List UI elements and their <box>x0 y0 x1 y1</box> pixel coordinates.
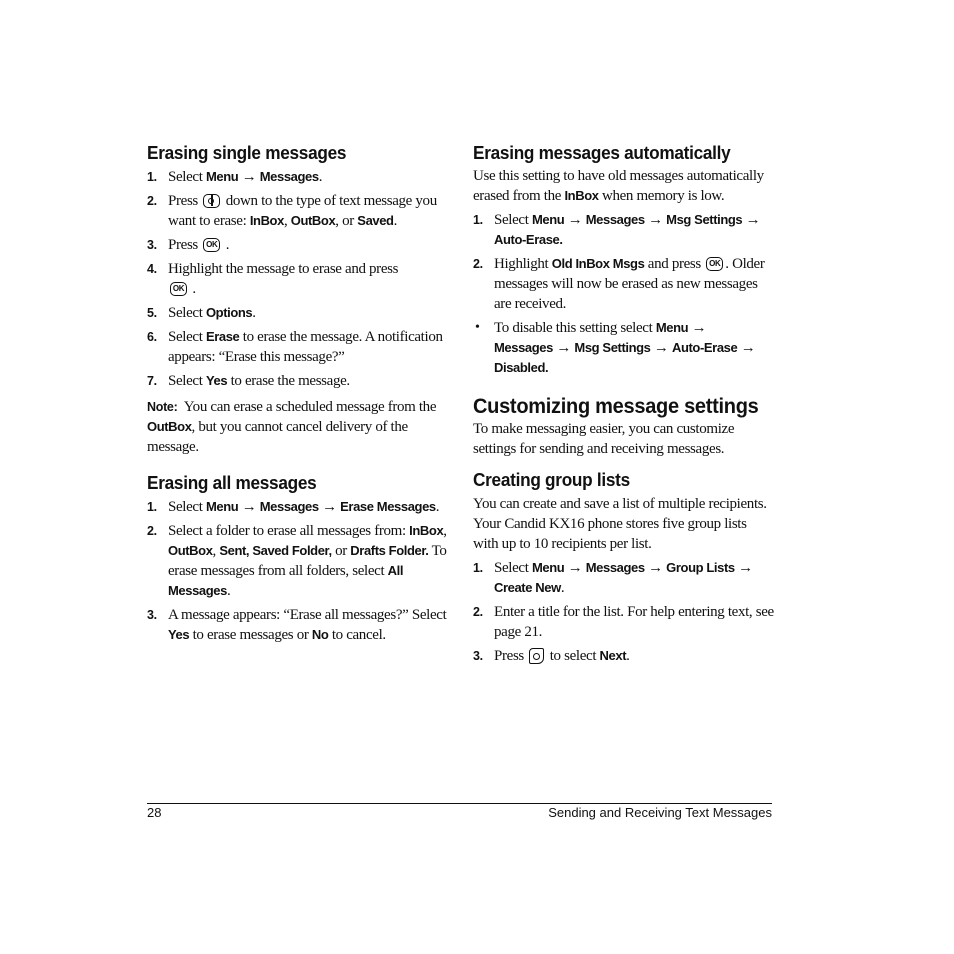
list-item: • To disable this setting select Menu → Messages → Msg Settings → Auto-Erase → Disabled. <box>475 320 756 375</box>
list-item: 2. Highlight Old InBox Msgs and press OK . Older messages will now be erased as new messages are received. <box>473 256 765 312</box>
erasing-auto-bullets <box>473 318 775 378</box>
heading-customizing: Customizing message settings <box>473 394 759 418</box>
ok-key-icon: OK <box>203 238 220 252</box>
list-item: 3. A message appears: “Erase all messages?” Select Yes to erase messages or No to cancel. <box>147 607 447 643</box>
list-item: 2. Select a folder to erase all messages from: InBox, OutBox, Sent, Saved Folder, or Drafts Folder. To erase messages from all folders, select All Messages. <box>147 523 447 599</box>
right-column <box>473 141 775 666</box>
left-column <box>147 141 447 645</box>
navigation-key-icon <box>203 194 220 208</box>
customizing-intro: To make messaging easier, you can customize settings for sending and receiving messages. <box>473 421 735 457</box>
list-item: 7. Select Yes to erase the message. <box>147 373 350 389</box>
heading-group-lists: Creating group lists <box>473 469 630 490</box>
list-item: 1. Select Menu → Messages → Msg Settings → Auto-Erase. <box>473 212 761 247</box>
note-label: Note: <box>147 400 178 414</box>
bullet-icon: • <box>475 320 480 335</box>
list-item: 5. Select Options. <box>147 305 256 321</box>
chapter-title: Sending and Receiving Text Messages <box>548 805 772 820</box>
list-item: 1. Select Menu → Messages. <box>147 169 323 185</box>
list-item: 1. Select Menu → Messages → Erase Messages. <box>147 499 440 515</box>
group-lists-intro: You can create and save a list of multiple recipients. Your Candid KX16 phone stores five group lists with up to 10 recipients per list. <box>473 496 767 552</box>
list-item: 2. Press down to the type of text message you want to erase: InBox, OutBox, or Saved. <box>147 193 437 229</box>
heading-erasing-single: Erasing single messages <box>147 142 347 163</box>
heading-erasing-all: Erasing all messages <box>147 472 317 493</box>
menu-label: Menu <box>205 169 239 184</box>
list-item: 2. Enter a title for the list. For help entering text, see page 21. <box>473 604 774 640</box>
list-item: 3. Press OK . <box>147 237 230 253</box>
list-item: 6. Select Erase to erase the message. A notification appears: “Erase this message?” <box>147 329 443 365</box>
group-lists-steps <box>473 558 775 666</box>
page-number: 28 <box>147 805 162 820</box>
heading-erasing-auto: Erasing messages automatically <box>473 142 731 163</box>
footer-divider <box>147 803 772 804</box>
list-item: 4. Highlight the message to erase and press OK . <box>147 261 399 297</box>
erasing-auto-steps <box>473 210 775 314</box>
erasing-all-steps <box>147 497 447 645</box>
list-item: 1. Select Menu → Messages → Group Lists → Create New. <box>473 560 753 596</box>
list-item: 3. Press to select Next. <box>473 648 630 664</box>
ok-key-icon: OK <box>706 257 723 271</box>
erasing-single-steps <box>147 167 447 391</box>
note: Note: You can erase a scheduled message from the OutBox, but you cannot cancel delivery of the message. <box>147 399 437 455</box>
erasing-auto-intro: Use this setting to have old messages automatically erased from the InBox when memory is low. <box>473 168 764 204</box>
ok-key-icon: OK <box>170 282 187 296</box>
right-softkey-icon <box>529 648 544 664</box>
